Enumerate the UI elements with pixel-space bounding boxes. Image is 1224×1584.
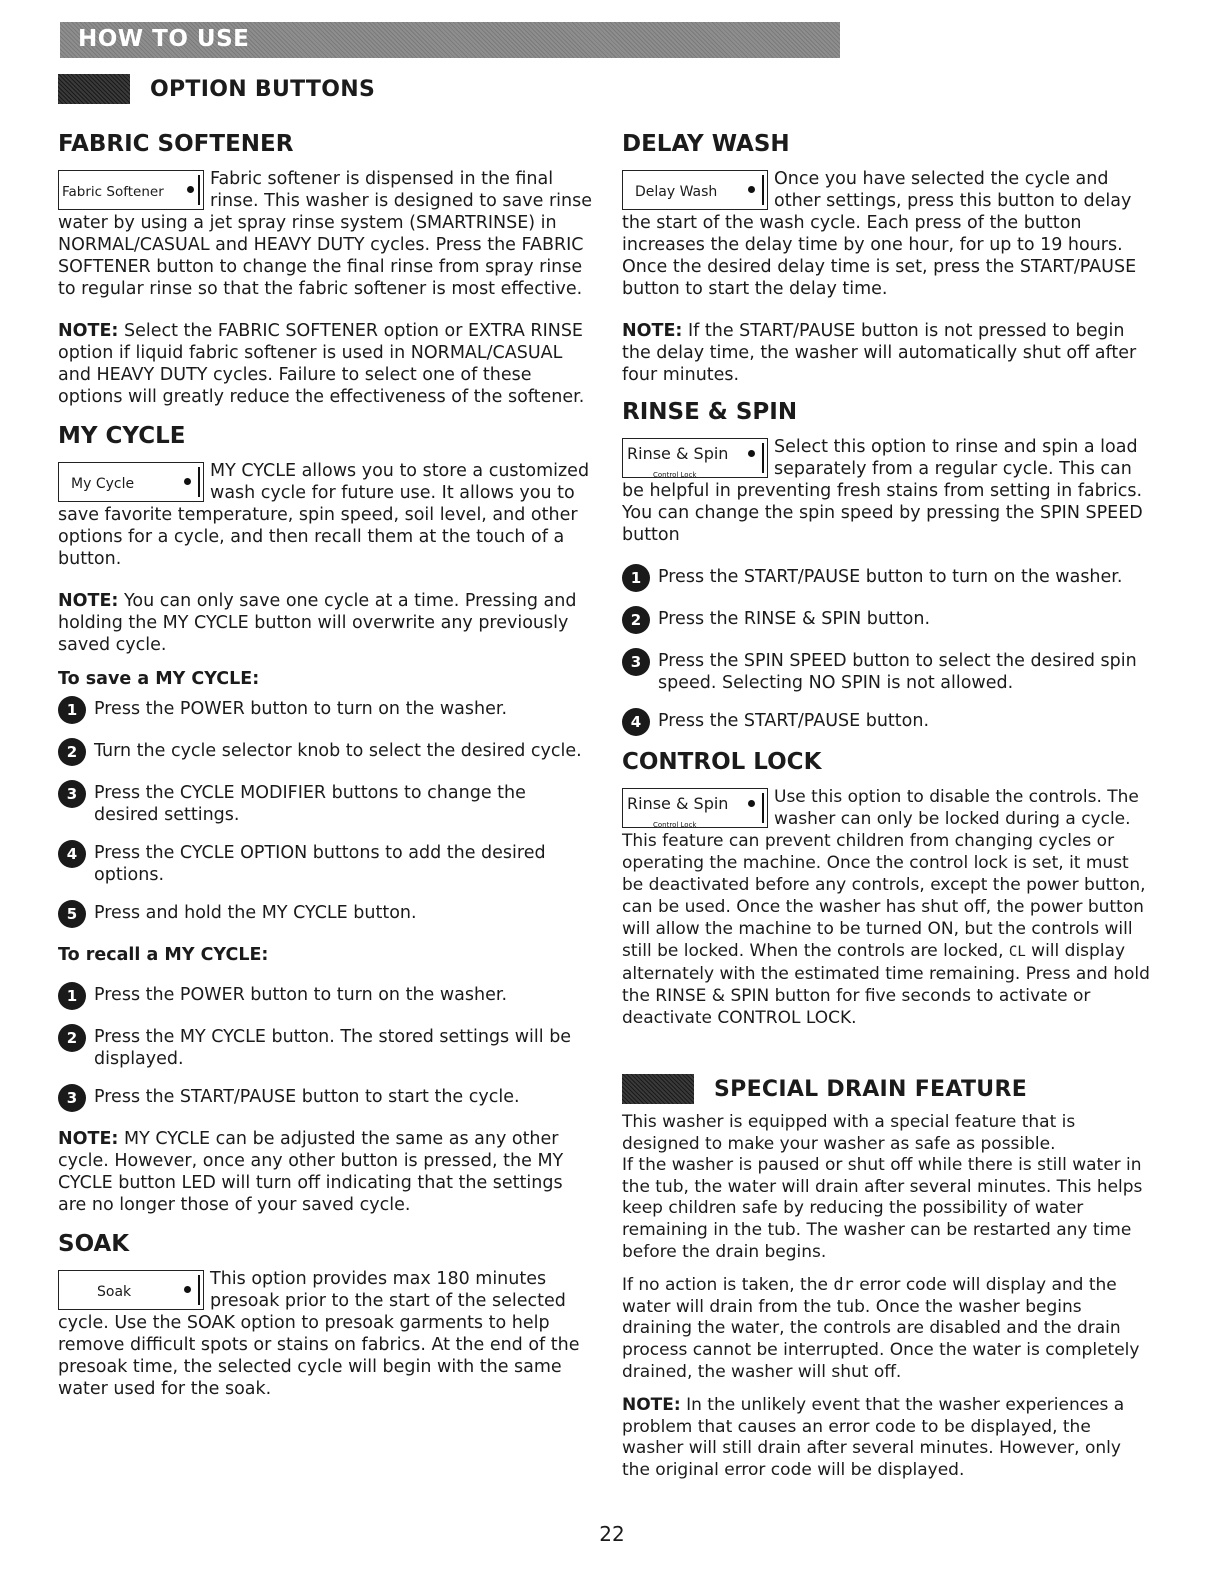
recall-heading: To recall a MY CYCLE: xyxy=(58,945,269,965)
step-number-icon: 5 xyxy=(58,900,86,928)
control-lock-body: Use this option to disable the controls. The washer can only be locked during a cycle. This feature can prevent children from changing cycles or operating the machine. Once the control lock is set, it must be deactivated before any controls, except the power button, can be used. Once the washer has shut off, the power button will allow the machine to be turned ON, but the controls will still be locked. When the controls are locked, CL will display alternately with the estimated time remaining. Press and hold the RINSE & SPIN button for five seconds to activate or deactivate CONTROL LOCK. xyxy=(622,787,1150,1028)
special-drain-note: NOTE: In the unlikely event that the washer experiences a problem that causes an error code to be displayed, the washer will still drain after several minutes. However, only the original error code will be displayed. xyxy=(622,1395,1125,1480)
left-column xyxy=(58,130,593,1412)
soak-button-illustration: Soak xyxy=(58,1270,204,1310)
control-lock-symbol: CL xyxy=(1008,944,1026,960)
delay-wash-body: Once you have selected the cycle and other settings, press this button to delay the start of the wash cycle. Each press of the button increases the delay time by one hour, for up to 19 hours. Once the desired delay time is set, press the START/PAUSE button to start the delay time. xyxy=(622,169,1137,299)
step-text: Press and hold the MY CYCLE button. xyxy=(94,903,417,923)
step-text: Press the SPIN SPEED button to select the desired spin speed. Selecting NO SPIN is not allowed. xyxy=(658,651,1137,693)
header-title: HOW TO USE xyxy=(78,26,250,52)
rinse-spin-title: RINSE & SPIN xyxy=(622,399,798,425)
header-bar xyxy=(60,22,840,58)
led-icon xyxy=(187,186,194,193)
led-icon xyxy=(748,800,755,807)
step-text: Press the CYCLE OPTION buttons to add the desired options. xyxy=(94,843,546,885)
step-item xyxy=(622,608,1152,634)
step-item xyxy=(622,566,1152,592)
step-item xyxy=(58,1086,593,1112)
led-icon xyxy=(748,186,755,193)
step-text: Turn the cycle selector knob to select the desired cycle. xyxy=(94,741,582,761)
step-item xyxy=(622,650,1152,694)
step-item xyxy=(58,698,593,724)
soak-body: This option provides max 180 minutes presoak prior to the start of the selected cycle. Use the SOAK option to presoak garments to help remove difficult spots or stains on fabrics. At the end of the presoak time, the selected cycle will begin with the same water used for the soak. xyxy=(58,1269,580,1399)
save-steps-list xyxy=(58,698,593,928)
led-icon xyxy=(748,450,755,457)
step-text: Press the MY CYCLE button. The stored settings will be displayed. xyxy=(94,1027,572,1069)
led-icon xyxy=(184,478,191,485)
step-text: Press the START/PAUSE button. xyxy=(658,711,930,731)
control-lock-button-illustration: Rinse & Spin Control Lock xyxy=(622,788,768,828)
fabric-softener-button-illustration: Fabric Softener xyxy=(58,170,204,210)
error-code-symbol: dr xyxy=(833,1275,854,1296)
step-number-icon: 2 xyxy=(622,606,650,634)
section-title: OPTION BUTTONS xyxy=(150,76,376,102)
section-marker xyxy=(622,1074,694,1104)
rinse-spin-button-illustration: Rinse & Spin Control Lock xyxy=(622,438,768,478)
save-heading: To save a MY CYCLE: xyxy=(58,669,260,689)
step-text: Press the RINSE & SPIN button. xyxy=(658,609,931,629)
step-number-icon: 4 xyxy=(58,840,86,868)
special-drain-column xyxy=(622,1112,1152,1494)
special-drain-p1: This washer is equipped with a special feature that is designed to make your washer as safe as possible. xyxy=(622,1112,1076,1154)
fabric-softener-title: FABRIC SOFTENER xyxy=(58,131,294,157)
special-drain-p2: If the washer is paused or shut off while there is still water in the tub, the water will drain after several minutes. This helps keep children safe by reducing the possibility of water remaining in the tub. The washer can be restarted any time before the drain begins. xyxy=(622,1155,1143,1262)
my-cycle-button-illustration: My Cycle xyxy=(58,462,204,502)
fabric-softener-note: NOTE: Select the FABRIC SOFTENER option or EXTRA RINSE option if liquid fabric softener is used in NORMAL/CASUAL and HEAVY DUTY cycles. Failure to select one of these options will greatly reduce the effectiveness of the softener. xyxy=(58,321,585,407)
step-number-icon: 3 xyxy=(58,1084,86,1112)
section-marker xyxy=(58,74,130,104)
step-text: Press the CYCLE MODIFIER buttons to change the desired settings. xyxy=(94,783,526,825)
rinse-spin-body: Select this option to rinse and spin a load separately from a regular cycle. This can be helpful in preventing fresh stains from setting in fabrics. You can change the spin speed by pressing the SPIN SPEED button xyxy=(622,437,1143,545)
step-number-icon: 2 xyxy=(58,1024,86,1052)
my-cycle-note: NOTE: You can only save one cycle at a time. Pressing and holding the MY CYCLE button will overwrite any previously saved cycle. xyxy=(58,591,577,655)
step-item xyxy=(622,710,1152,736)
step-number-icon: 4 xyxy=(622,708,650,736)
step-number-icon: 1 xyxy=(622,564,650,592)
page-number: 22 xyxy=(599,1522,625,1546)
step-number-icon: 1 xyxy=(58,982,86,1010)
step-number-icon: 3 xyxy=(58,780,86,808)
step-number-icon: 1 xyxy=(58,696,86,724)
section-heading-option-buttons xyxy=(58,74,375,104)
step-text: Press the START/PAUSE button to start the cycle. xyxy=(94,1087,520,1107)
step-number-icon: 3 xyxy=(622,648,650,676)
fabric-softener-body: Fabric softener is dispensed in the final rinse. This washer is designed to save rinse water by using a jet spray rinse system (SMARTRINSE) in NORMAL/CASUAL and HEAVY DUTY cycles. Press the FABRIC SOFTENER button to change the final rinse from spray rinse to regular rinse so that the fabric softener is most effective. xyxy=(58,169,592,299)
step-item xyxy=(58,782,593,826)
control-lock-title: CONTROL LOCK xyxy=(622,749,822,775)
led-icon xyxy=(184,1286,191,1293)
delay-wash-title: DELAY WASH xyxy=(622,131,790,157)
delay-wash-button-illustration: Delay Wash xyxy=(622,170,768,210)
step-text: Press the POWER button to turn on the washer. xyxy=(94,699,508,719)
step-text: Press the START/PAUSE button to turn on the washer. xyxy=(658,567,1123,587)
section-title: SPECIAL DRAIN FEATURE xyxy=(714,1076,1028,1102)
soak-title: SOAK xyxy=(58,1231,130,1257)
my-cycle-note-2: NOTE: MY CYCLE can be adjusted the same as any other cycle. However, once any other button is pressed, the MY CYCLE button LED will turn off indicating that the settings are no longer those of your saved cycle. xyxy=(58,1129,564,1215)
step-number-icon: 2 xyxy=(58,738,86,766)
section-heading-special-drain xyxy=(622,1074,1027,1104)
recall-steps-list xyxy=(58,984,593,1112)
step-item xyxy=(58,740,593,766)
my-cycle-title: MY CYCLE xyxy=(58,423,186,449)
step-item xyxy=(58,902,593,928)
right-column xyxy=(622,130,1152,1041)
step-text: Press the POWER button to turn on the washer. xyxy=(94,985,508,1005)
rinse-steps-list xyxy=(622,566,1152,736)
special-drain-p3: If no action is taken, the dr error code will display and the water will drain from the tub. Once the washer begins draining the water, the controls are disabled and the drain process cannot be interrupted. Once the water is completely drained, the washer will shut off. xyxy=(622,1275,1140,1382)
step-item xyxy=(58,842,593,886)
step-item xyxy=(58,1026,593,1070)
delay-wash-note: NOTE: If the START/PAUSE button is not pressed to begin the delay time, the washer will automatically shut off after four minutes. xyxy=(622,321,1137,385)
my-cycle-body: MY CYCLE allows you to store a customized wash cycle for future use. It allows you to save favorite temperature, spin speed, soil level, and other options for a cycle, and then recall them at the touch of a button. xyxy=(58,461,590,569)
step-item xyxy=(58,984,593,1010)
